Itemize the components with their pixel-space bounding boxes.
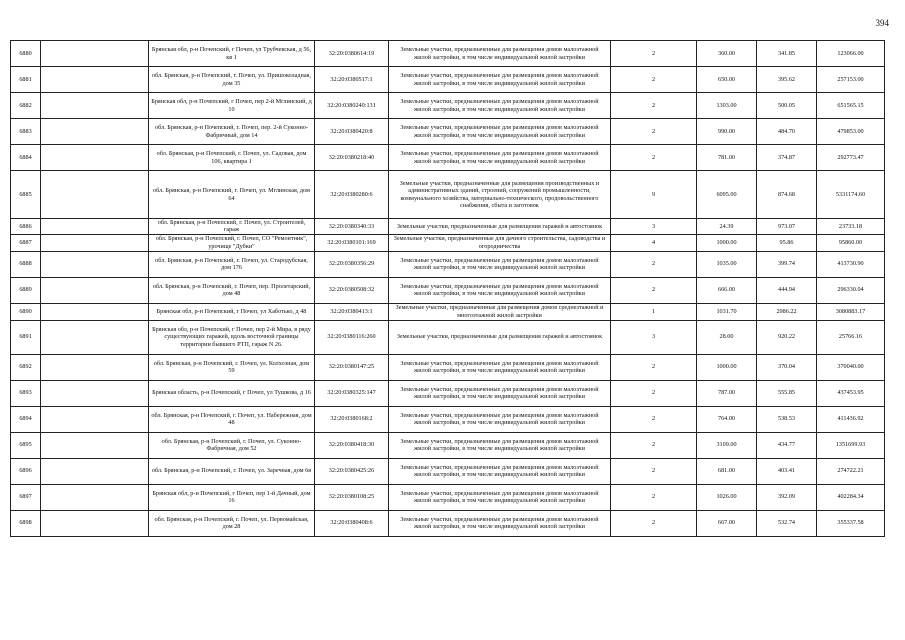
row-number-cell: 6896 xyxy=(11,458,41,484)
cadastral-value-cell: 651565.15 xyxy=(817,93,885,119)
address-cell: обл. Брянская, р-н Почепский, г. Почеп, пер. 2-й Суконно-Фабричный, дом 14 xyxy=(149,119,315,145)
blank-cell xyxy=(41,380,149,406)
cadastral-value-cell: 123066.00 xyxy=(817,41,885,67)
area-cell: 28.00 xyxy=(697,320,757,354)
land-use-cell: Земельные участки, предназначенные для размещения гаражей и автостоянок xyxy=(389,320,611,354)
address-cell: Брянская область, р-н Почепский, г Почеп, ул Тушкова, д 16 xyxy=(149,380,315,406)
blank-cell xyxy=(41,510,149,536)
address-cell: обл. Брянская, р-н Почепский, г. Почеп, ул. Садовая, дом 106, квартира 1 xyxy=(149,145,315,171)
table-row xyxy=(11,320,885,354)
specific-value-cell: 532.74 xyxy=(757,510,817,536)
table-row xyxy=(11,234,885,251)
land-use-cell: Земельные участки, предназначенные для размещения домов малоэтажной жилой застройки, в том числе индивидуальной жилой застройки xyxy=(389,251,611,277)
land-use-cell: Земельные участки, предназначенные для размещения производственных и административных зданий, строений, сооружений промышленности, коммунального хозяйства, материально-технического, продовольственного снабжения, сбыта и заготовок xyxy=(389,171,611,219)
specific-value-cell: 374.87 xyxy=(757,145,817,171)
table-row xyxy=(11,171,885,219)
address-cell: обл. Брянская, р-н Почепский, г. Почеп, ул. Мглинская, дом 64 xyxy=(149,171,315,219)
area-cell: 787.00 xyxy=(697,380,757,406)
land-use-cell: Земельные участки, предназначенные для размещения домов малоэтажной жилой застройки, в том числе индивидуальной жилой застройки xyxy=(389,484,611,510)
cadastral-value-cell: 95860.00 xyxy=(817,234,885,251)
row-number-cell: 6890 xyxy=(11,303,41,320)
area-cell: 681.00 xyxy=(697,458,757,484)
land-use-cell: Земельные участки, предназначенные для размещения домов малоэтажной жилой застройки, в том числе индивидуальной жилой застройки xyxy=(389,93,611,119)
blank-cell xyxy=(41,432,149,458)
blank-cell xyxy=(41,303,149,320)
cadastral-number-cell: 32:20:0380116:260 xyxy=(315,320,389,354)
land-use-cell: Земельные участки, предназначенные для размещения домов малоэтажной жилой застройки, в том числе индивидуальной жилой застройки xyxy=(389,119,611,145)
land-use-cell: Земельные участки, предназначенные для размещения домов малоэтажной жилой застройки, в том числе индивидуальной жилой застройки xyxy=(389,458,611,484)
land-use-cell: Земельные участки, предназначенные для размещения домов малоэтажной жилой застройки, в том числе индивидуальной жилой застройки xyxy=(389,380,611,406)
cadastral-value-cell: 370040.00 xyxy=(817,354,885,380)
cadastral-value-cell: 257153.00 xyxy=(817,67,885,93)
page-number: 394 xyxy=(875,18,889,28)
row-number-cell: 6897 xyxy=(11,484,41,510)
land-use-cell: Земельные участки, предназначенные для размещения гаражей и автостоянок xyxy=(389,219,611,235)
cadastral-value-cell: 479853.00 xyxy=(817,119,885,145)
area-cell: 1000.00 xyxy=(697,234,757,251)
blank-cell xyxy=(41,145,149,171)
address-cell: Брянская обл, р-н Почепский, г Почеп, пер 1-й Дачный, дом 16 xyxy=(149,484,315,510)
cadastral-value-cell: 296330.04 xyxy=(817,277,885,303)
group-cell: 2 xyxy=(611,432,697,458)
blank-cell xyxy=(41,41,149,67)
cadastral-number-cell: 32:20:0380147:25 xyxy=(315,354,389,380)
address-cell: Брянская обл, р-н Почепский, г Почеп, ул Трубчевская, д 56, кв 1 xyxy=(149,41,315,67)
table-row xyxy=(11,303,885,320)
row-number-cell: 6898 xyxy=(11,510,41,536)
area-cell: 666.00 xyxy=(697,277,757,303)
table-row xyxy=(11,119,885,145)
table-row xyxy=(11,484,885,510)
land-use-cell: Земельные участки, предназначенные для размещения домов малоэтажной жилой застройки, в том числе индивидуальной жилой застройки xyxy=(389,277,611,303)
area-cell: 6095.00 xyxy=(697,171,757,219)
address-cell: обл. Брянская, р-н Почепский, г. Почеп, ул. Первомайская, дом 28 xyxy=(149,510,315,536)
blank-cell xyxy=(41,320,149,354)
row-number-cell: 6893 xyxy=(11,380,41,406)
cadastral-number-cell: 32:20:0380101:169 xyxy=(315,234,389,251)
group-cell: 1 xyxy=(611,303,697,320)
area-cell: 1035.00 xyxy=(697,251,757,277)
group-cell: 3 xyxy=(611,219,697,235)
area-cell: 990.00 xyxy=(697,119,757,145)
specific-value-cell: 434.77 xyxy=(757,432,817,458)
group-cell: 2 xyxy=(611,406,697,432)
table-row xyxy=(11,277,885,303)
address-cell: обл. Брянская, р-н Почепский, г. Почеп, ул. Заречная, дом 6в xyxy=(149,458,315,484)
blank-cell xyxy=(41,277,149,303)
cadastral-number-cell: 32:20:0380425:26 xyxy=(315,458,389,484)
area-cell: 1000.00 xyxy=(697,354,757,380)
specific-value-cell: 444.94 xyxy=(757,277,817,303)
group-cell: 2 xyxy=(611,380,697,406)
address-cell: обл. Брянская, р-н Почепский, г. Почеп, ул. Строителей, гараж xyxy=(149,219,315,235)
cadastral-number-cell: 32:20:0380418:30 xyxy=(315,432,389,458)
specific-value-cell: 95.86 xyxy=(757,234,817,251)
address-cell: Брянская обл, р-н Почепский, г Почеп, пер 2-й Мглинский, д 10 xyxy=(149,93,315,119)
blank-cell xyxy=(41,354,149,380)
cadastral-number-cell: 32:20:0380517:1 xyxy=(315,67,389,93)
land-use-cell: Земельные участки, предназначенные для размещения домов малоэтажной жилой застройки, в том числе индивидуальной жилой застройки xyxy=(389,406,611,432)
land-use-cell: Земельные участки, предназначенные для размещения домов малоэтажной жилой застройки, в том числе индивидуальной жилой застройки xyxy=(389,432,611,458)
cadastral-number-cell: 32:20:0380420:8 xyxy=(315,119,389,145)
area-cell: 1303.00 xyxy=(697,93,757,119)
blank-cell xyxy=(41,119,149,145)
specific-value-cell: 874.68 xyxy=(757,171,817,219)
group-cell: 2 xyxy=(611,145,697,171)
specific-value-cell: 403.41 xyxy=(757,458,817,484)
specific-value-cell: 920.22 xyxy=(757,320,817,354)
cadastral-number-cell: 32:20:0380340:33 xyxy=(315,219,389,235)
blank-cell xyxy=(41,67,149,93)
row-number-cell: 6891 xyxy=(11,320,41,354)
land-use-cell: Земельные участки, предназначенные для дачного строительства, садоводства и огородничества xyxy=(389,234,611,251)
cadastral-value-cell: 355337.58 xyxy=(817,510,885,536)
table-row xyxy=(11,219,885,235)
row-number-cell: 6886 xyxy=(11,219,41,235)
address-cell: Брянская обл, р-н Почепский, г Почеп, пер 2-й Мира, в ряду существующих гаражей, вдоль восточной границы территории бывшего РТП, гараж N 26. xyxy=(149,320,315,354)
table-row xyxy=(11,354,885,380)
cadastral-number-cell: 32:20:0380218:40 xyxy=(315,145,389,171)
table-row xyxy=(11,458,885,484)
group-cell: 2 xyxy=(611,251,697,277)
area-cell: 24.39 xyxy=(697,219,757,235)
group-cell: 9 xyxy=(611,171,697,219)
cadastral-number-cell: 32:20:0380108:25 xyxy=(315,484,389,510)
cadastral-value-cell: 23733.18 xyxy=(817,219,885,235)
row-number-cell: 6882 xyxy=(11,93,41,119)
table-row xyxy=(11,67,885,93)
cadastral-number-cell: 32:20:0380280:6 xyxy=(315,171,389,219)
cadastral-number-cell: 32:20:0380413:1 xyxy=(315,303,389,320)
group-cell: 2 xyxy=(611,119,697,145)
address-cell: обл. Брянская, р-н Почепский, г. Почеп, ул. Стародубская, дом 176 xyxy=(149,251,315,277)
cadastral-number-cell: 32:20:0380408:6 xyxy=(315,510,389,536)
address-cell: Брянская обл, р-н Почепский, г Почеп, ул Хаботько, д 48 xyxy=(149,303,315,320)
row-number-cell: 6884 xyxy=(11,145,41,171)
group-cell: 2 xyxy=(611,93,697,119)
land-use-cell: Земельные участки, предназначенные для размещения домов малоэтажной жилой застройки, в том числе индивидуальной жилой застройки xyxy=(389,354,611,380)
cadastral-value-cell: 5331174.60 xyxy=(817,171,885,219)
row-number-cell: 6895 xyxy=(11,432,41,458)
land-use-cell: Земельные участки, предназначенные для размещения домов малоэтажной жилой застройки, в том числе индивидуальной жилой застройки xyxy=(389,67,611,93)
cadastral-number-cell: 32:20:0380508:32 xyxy=(315,277,389,303)
row-number-cell: 6888 xyxy=(11,251,41,277)
blank-cell xyxy=(41,234,149,251)
address-cell: обл. Брянская, р-н Почепский, г. Почеп, СО "Ремонтник", урочище "Дубки" xyxy=(149,234,315,251)
area-cell: 1026.00 xyxy=(697,484,757,510)
land-use-cell: Земельные участки, предназначенные для размещения домов среднеэтажной и многоэтажной жилой застройки xyxy=(389,303,611,320)
area-cell: 650.00 xyxy=(697,67,757,93)
row-number-cell: 6887 xyxy=(11,234,41,251)
specific-value-cell: 395.62 xyxy=(757,67,817,93)
group-cell: 2 xyxy=(611,458,697,484)
cadastral-number-cell: 32:20:0380356:29 xyxy=(315,251,389,277)
table-row xyxy=(11,380,885,406)
group-cell: 3 xyxy=(611,320,697,354)
cadastral-value-cell: 437453.95 xyxy=(817,380,885,406)
specific-value-cell: 341.85 xyxy=(757,41,817,67)
cadastral-value-cell: 292773.47 xyxy=(817,145,885,171)
address-cell: обл. Брянская, р-н Почепский, г. Почеп, ул. Пришоколадная, дом 35 xyxy=(149,67,315,93)
row-number-cell: 6889 xyxy=(11,277,41,303)
row-number-cell: 6885 xyxy=(11,171,41,219)
blank-cell xyxy=(41,406,149,432)
specific-value-cell: 399.74 xyxy=(757,251,817,277)
area-cell: 1031.70 xyxy=(697,303,757,320)
table-row xyxy=(11,432,885,458)
cadastral-table xyxy=(10,40,885,537)
specific-value-cell: 538.53 xyxy=(757,406,817,432)
land-use-cell: Земельные участки, предназначенные для размещения домов малоэтажной жилой застройки, в том числе индивидуальной жилой застройки xyxy=(389,145,611,171)
blank-cell xyxy=(41,484,149,510)
address-cell: обл. Брянская, р-н Почепский, г. Почеп, ул. Набережная, дом 48 xyxy=(149,406,315,432)
cadastral-value-cell: 3080883.17 xyxy=(817,303,885,320)
cadastral-value-cell: 25766.16 xyxy=(817,320,885,354)
address-cell: обл. Брянская, р-н Почепский, г. Почеп, ул. Суконно-Фабричная, дом 52 xyxy=(149,432,315,458)
land-use-cell: Земельные участки, предназначенные для размещения домов малоэтажной жилой застройки, в том числе индивидуальной жилой застройки xyxy=(389,41,611,67)
cadastral-number-cell: 32:20:0380240:131 xyxy=(315,93,389,119)
row-number-cell: 6880 xyxy=(11,41,41,67)
area-cell: 360.00 xyxy=(697,41,757,67)
table-row xyxy=(11,145,885,171)
table-row xyxy=(11,510,885,536)
specific-value-cell: 500.05 xyxy=(757,93,817,119)
specific-value-cell: 392.09 xyxy=(757,484,817,510)
cadastral-number-cell: 32:20:0380325:147 xyxy=(315,380,389,406)
cadastral-value-cell: 411436.92 xyxy=(817,406,885,432)
cadastral-value-cell: 402284.34 xyxy=(817,484,885,510)
area-cell: 3109.00 xyxy=(697,432,757,458)
specific-value-cell: 973.07 xyxy=(757,219,817,235)
blank-cell xyxy=(41,93,149,119)
row-number-cell: 6881 xyxy=(11,67,41,93)
area-cell: 667.00 xyxy=(697,510,757,536)
address-cell: обл. Брянская, р-н Почепский, г. Почеп, пер. Пролетарский, дом 48 xyxy=(149,277,315,303)
table-row xyxy=(11,93,885,119)
blank-cell xyxy=(41,171,149,219)
address-cell: обл. Брянская, р-н Почепский, г. Почеп, ул. Колхозная, дом 59 xyxy=(149,354,315,380)
group-cell: 2 xyxy=(611,277,697,303)
cadastral-number-cell: 32:20:0380168:2 xyxy=(315,406,389,432)
specific-value-cell: 2986.22 xyxy=(757,303,817,320)
row-number-cell: 6892 xyxy=(11,354,41,380)
group-cell: 2 xyxy=(611,510,697,536)
cadastral-value-cell: 1351699.93 xyxy=(817,432,885,458)
area-cell: 764.00 xyxy=(697,406,757,432)
group-cell: 4 xyxy=(611,234,697,251)
area-cell: 781.00 xyxy=(697,145,757,171)
table-row xyxy=(11,406,885,432)
blank-cell xyxy=(41,251,149,277)
group-cell: 2 xyxy=(611,41,697,67)
specific-value-cell: 555.85 xyxy=(757,380,817,406)
row-number-cell: 6883 xyxy=(11,119,41,145)
specific-value-cell: 484.70 xyxy=(757,119,817,145)
cadastral-number-cell: 32:20:0380614:19 xyxy=(315,41,389,67)
blank-cell xyxy=(41,219,149,235)
group-cell: 2 xyxy=(611,354,697,380)
table-row xyxy=(11,41,885,67)
blank-cell xyxy=(41,458,149,484)
cadastral-value-cell: 413730.90 xyxy=(817,251,885,277)
group-cell: 2 xyxy=(611,484,697,510)
table-row xyxy=(11,251,885,277)
group-cell: 2 xyxy=(611,67,697,93)
cadastral-value-cell: 274722.21 xyxy=(817,458,885,484)
specific-value-cell: 370.04 xyxy=(757,354,817,380)
land-use-cell: Земельные участки, предназначенные для размещения домов малоэтажной жилой застройки, в том числе индивидуальной жилой застройки xyxy=(389,510,611,536)
row-number-cell: 6894 xyxy=(11,406,41,432)
